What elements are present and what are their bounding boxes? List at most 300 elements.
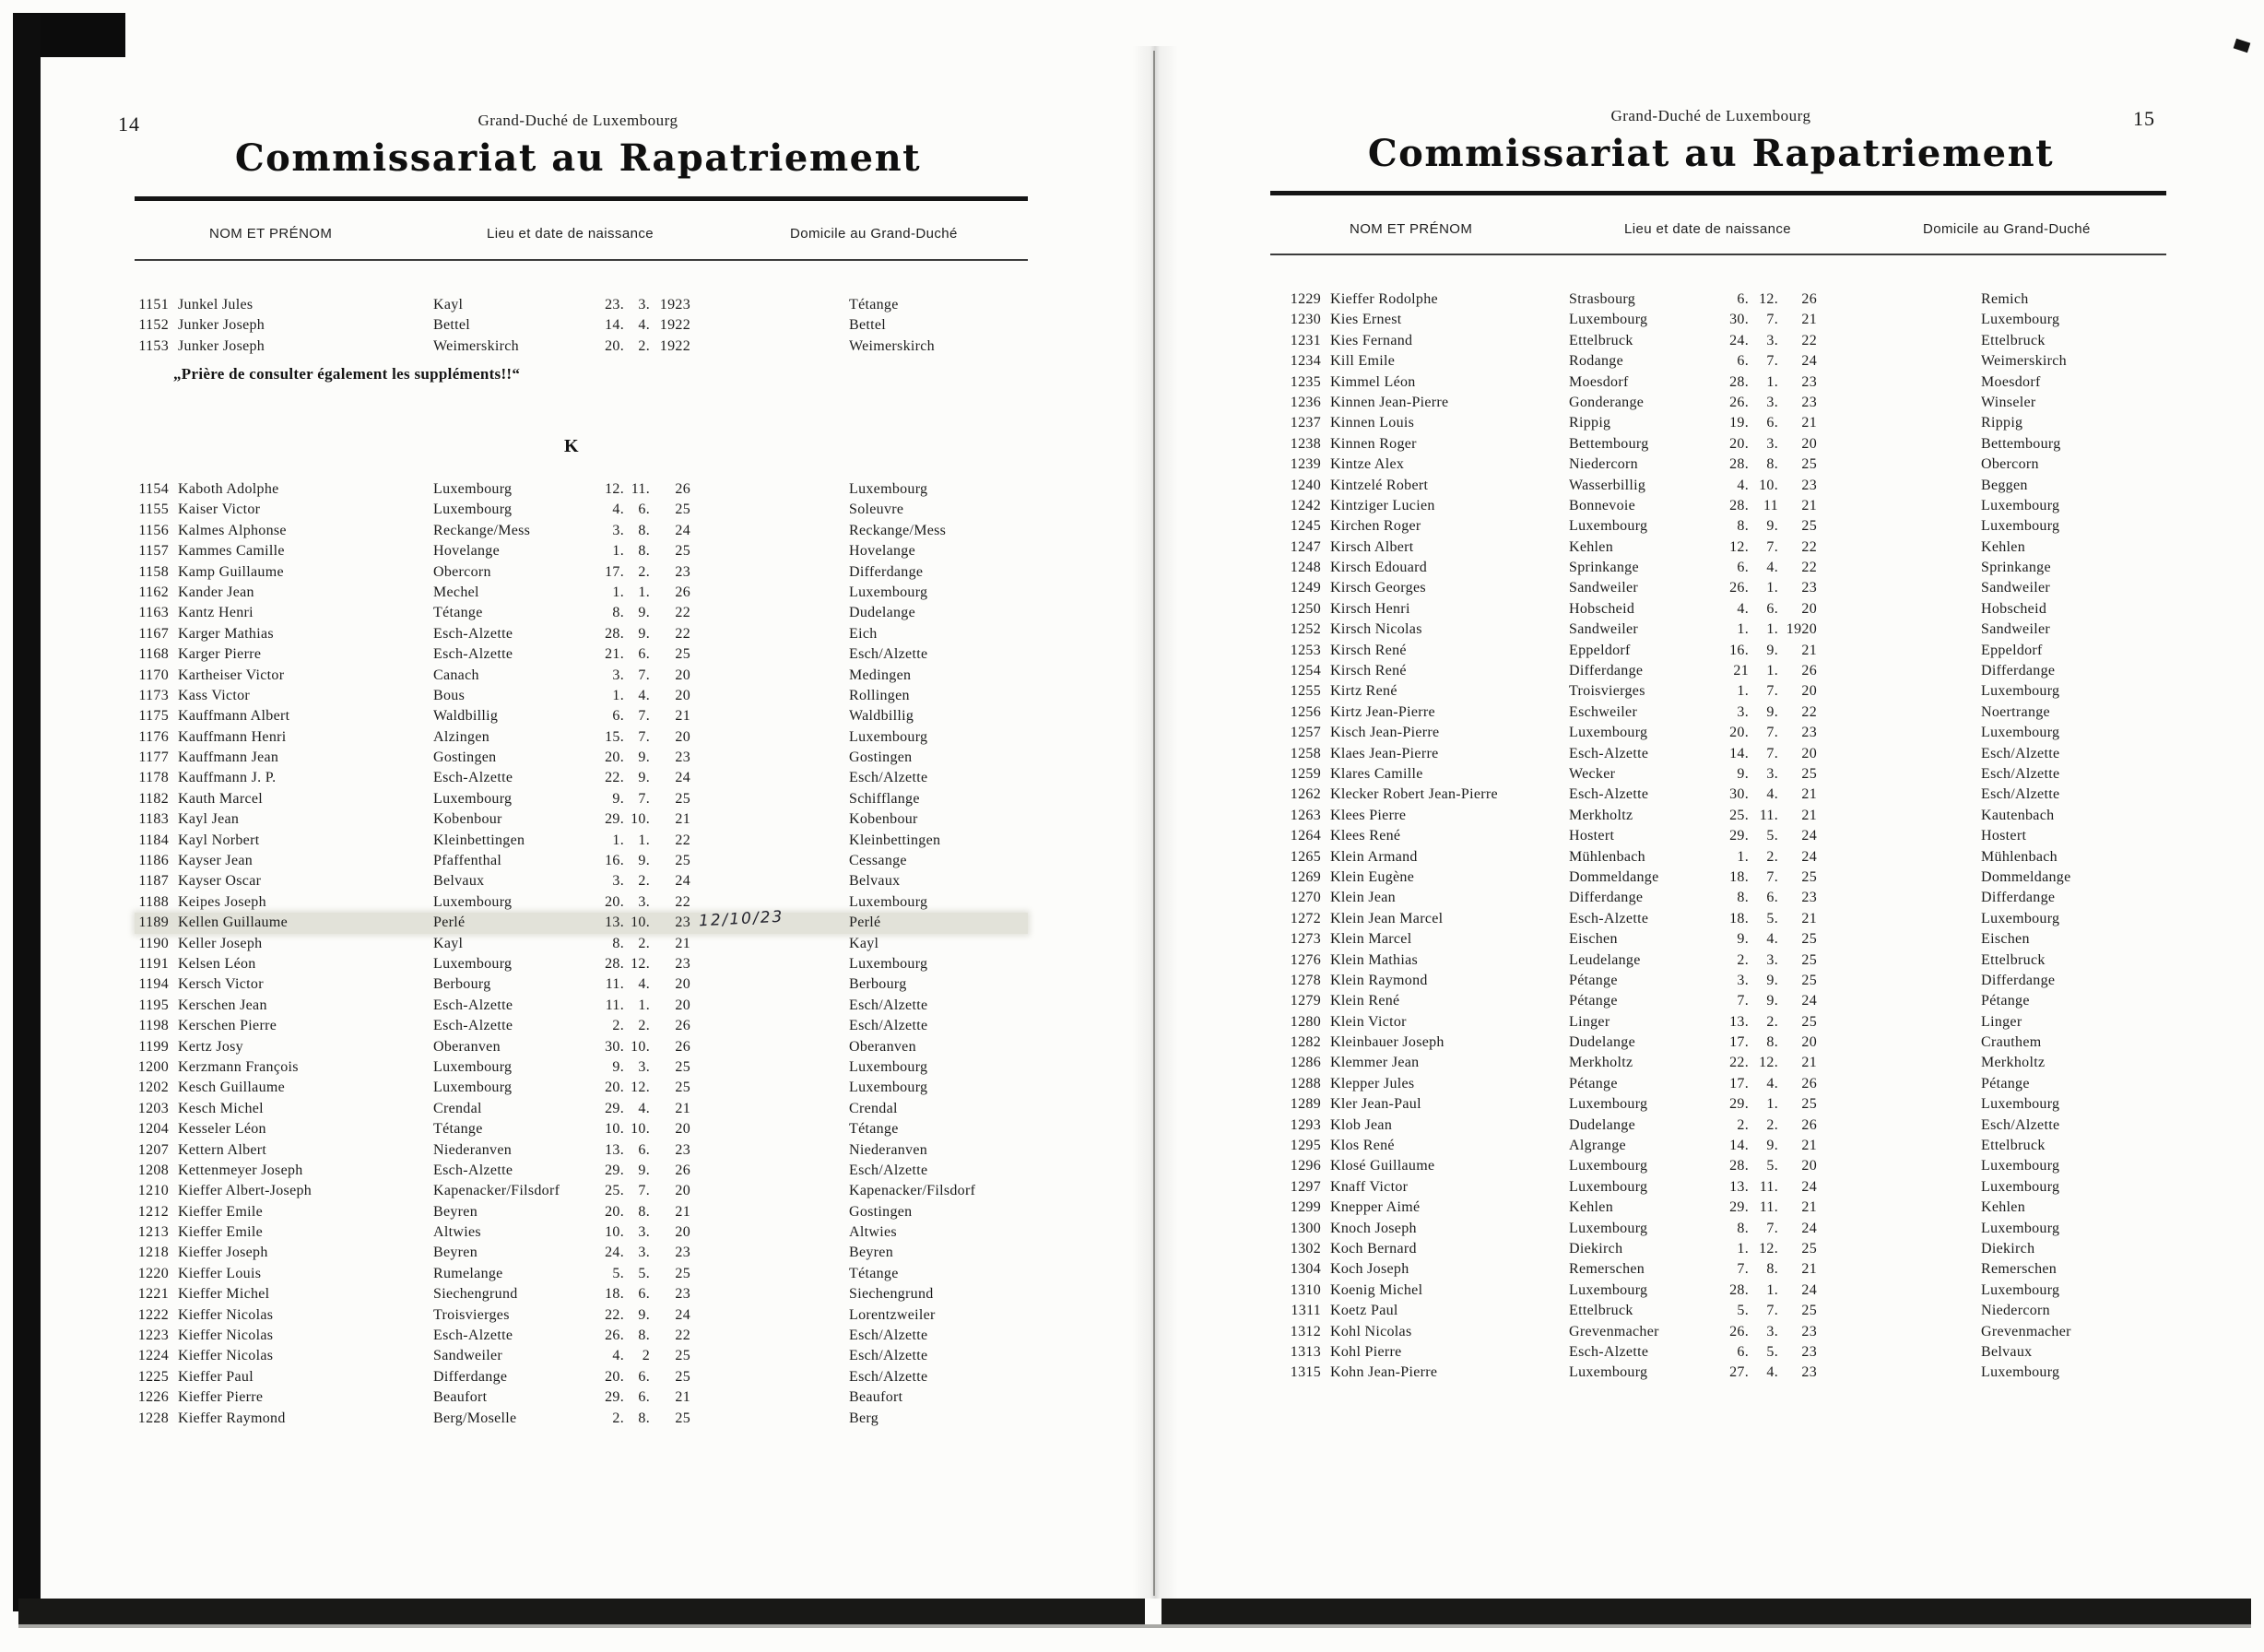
row-birthdate-year: 20: [1801, 1034, 1817, 1051]
register-row: [1270, 1363, 2166, 1383]
row-birthdate-day: 20.: [605, 1368, 624, 1385]
row-birthdate-month: 6.: [638, 1389, 650, 1406]
row-birthdate-year: 23: [675, 955, 690, 972]
row-birthdate-month: 2.: [638, 873, 650, 890]
row-number: 1186: [138, 853, 169, 869]
column-header-name-left: NOM ET PRÉNOM: [209, 226, 333, 242]
row-birthdate-year: 21: [1801, 1199, 1817, 1216]
row-domicile: Medingen: [849, 667, 912, 683]
row-spacer: [1817, 476, 1981, 496]
row-domicile: Obercorn: [1981, 456, 2039, 473]
row-domicile: Luxembourg: [1981, 497, 2060, 513]
row-domicile: Luxembourg: [1981, 1096, 2060, 1113]
row-domicile: Ettelbruck: [1981, 951, 2046, 968]
row-birthdate-year: 21: [675, 935, 690, 951]
row-birthdate-year: 24: [675, 1306, 690, 1323]
row-name: Kamp Guillaume: [178, 563, 284, 580]
column-header-birth-left: Lieu et date de naissance: [487, 226, 654, 242]
row-spacer: [1817, 1032, 1981, 1053]
row-spacer: [690, 727, 849, 748]
register-row: [1270, 1136, 2166, 1156]
row-number: 1218: [137, 1245, 169, 1261]
register-row: [135, 727, 1028, 748]
row-birthplace: Luxembourg: [1569, 725, 1648, 741]
row-birthplace: Luxembourg: [1569, 1158, 1648, 1174]
register-row: [1270, 1156, 2166, 1176]
row-birthdate-year: 23: [1801, 373, 1817, 390]
row-domicile: Differdange: [1981, 663, 2056, 679]
row-birthdate-month: 9.: [638, 1162, 650, 1178]
row-domicile: Luxembourg: [1981, 1178, 2060, 1195]
row-number: 1178: [138, 770, 169, 786]
row-birthdate-month: 10.: [1759, 477, 1778, 493]
row-birthplace: Luxembourg: [1569, 1096, 1648, 1113]
row-birthdate-day: 30.: [605, 1038, 624, 1055]
row-domicile: Kehlen: [1981, 1199, 2026, 1216]
row-spacer: [1817, 1012, 1981, 1032]
row-birthdate-day: 8.: [1737, 518, 1749, 535]
row-birthdate-year: 25: [1801, 765, 1817, 782]
row-birthdate-year: 22: [1801, 332, 1817, 348]
row-name: Kieffer Nicolas: [178, 1328, 274, 1344]
row-domicile: Altwies: [849, 1224, 897, 1241]
row-domicile: Esch/Alzette: [849, 1018, 928, 1034]
row-birthdate-month: 10.: [631, 811, 650, 828]
row-birthdate-month: 8.: [638, 1328, 650, 1344]
row-birthdate-year: 24: [675, 873, 690, 890]
row-spacer: [1817, 971, 1981, 991]
row-number: 1242: [1290, 497, 1321, 513]
row-number: 1221: [137, 1286, 169, 1303]
row-spacer: [1817, 1177, 1981, 1198]
row-spacer: [1817, 1219, 1981, 1239]
row-birthdate-day: 12.: [1729, 538, 1749, 555]
row-number: 1247: [1290, 538, 1321, 555]
row-birthplace: Pétange: [1569, 993, 1618, 1009]
row-birthplace: Esch-Alzette: [1569, 910, 1649, 926]
row-name: Kies Fernand: [1330, 332, 1413, 348]
row-number: 1225: [137, 1368, 169, 1385]
row-domicile: Pétange: [1981, 993, 2030, 1009]
row-number: 1304: [1290, 1261, 1321, 1278]
row-domicile: Luxembourg: [849, 1058, 928, 1075]
row-number: 1234: [1290, 353, 1321, 370]
row-number: 1204: [137, 1121, 169, 1138]
row-birthplace: Gostingen: [433, 749, 497, 766]
row-spacer: [690, 336, 849, 357]
row-name: Knaff Victor: [1330, 1178, 1409, 1195]
row-birthdate-month: 7.: [638, 708, 650, 725]
row-birthdate-year: 21: [675, 1389, 690, 1406]
row-birthdate-year: 25: [675, 543, 690, 560]
row-name: Keller Joseph: [178, 935, 263, 951]
row-birthplace: Beyren: [433, 1203, 478, 1220]
register-row: [135, 1099, 1028, 1119]
row-birthdate-day: 22.: [605, 770, 624, 786]
row-spacer: [690, 954, 849, 974]
row-birthdate-day: 29.: [605, 1389, 624, 1406]
row-spacer: [1817, 1363, 1981, 1383]
row-birthplace: Kehlen: [1569, 538, 1614, 555]
row-birthdate-month: 2.: [1766, 1116, 1778, 1133]
register-row: [135, 789, 1028, 809]
row-birthdate-year: 26: [1801, 663, 1817, 679]
row-number: 1170: [138, 667, 169, 683]
row-domicile: Kapenacker/Filsdorf: [849, 1183, 976, 1199]
row-spacer: [690, 624, 849, 644]
row-birthdate-year: 23: [1801, 394, 1817, 410]
row-birthdate-day: 20.: [1729, 435, 1749, 452]
register-row: [135, 541, 1028, 561]
row-number: 1311: [1291, 1303, 1321, 1319]
row-domicile: Crauthem: [1981, 1034, 2042, 1051]
row-birthplace: Kayl: [433, 297, 464, 313]
row-birthdate-year: 23: [1801, 725, 1817, 741]
row-birthdate-day: 11.: [605, 976, 624, 993]
row-name: Klein René: [1330, 993, 1400, 1009]
row-spacer: [1817, 1239, 1981, 1259]
row-birthdate-year: 26: [675, 1162, 690, 1178]
row-birthplace: Merkholtz: [1569, 1055, 1633, 1071]
row-birthplace: Canach: [433, 667, 479, 683]
row-birthdate-year: 21: [675, 708, 690, 725]
row-birthdate-year: 22: [675, 605, 690, 621]
row-birthdate-day: 20.: [605, 893, 624, 910]
row-domicile: Esch/Alzette: [849, 770, 928, 786]
row-number: 1280: [1290, 1013, 1321, 1030]
row-name: Kerschen Pierre: [178, 1018, 277, 1034]
row-birthdate-day: 7.: [1737, 1261, 1749, 1278]
register-row: [1270, 599, 2166, 620]
row-domicile: Esch/Alzette: [849, 1162, 928, 1178]
row-birthdate-month: 3.: [638, 297, 650, 313]
row-birthdate-month: 7.: [1766, 683, 1778, 700]
register-row: [1270, 806, 2166, 826]
row-birthdate-day: 8.: [1737, 890, 1749, 906]
row-birthdate-month: 6.: [638, 1286, 650, 1303]
column-header-name-right: NOM ET PRÉNOM: [1350, 221, 1473, 237]
row-domicile: Differdange: [1981, 972, 2056, 988]
register-row: [1270, 681, 2166, 702]
row-spacer: [1817, 909, 1981, 929]
row-name: Kayl Norbert: [178, 832, 260, 848]
row-birthdate-year: 23: [1801, 477, 1817, 493]
register-row: [135, 831, 1028, 851]
row-number: 1289: [1290, 1096, 1321, 1113]
row-birthplace: Bous: [433, 687, 466, 703]
row-number: 1248: [1290, 560, 1321, 576]
row-domicile: Merkholtz: [1981, 1055, 2046, 1071]
register-row: [135, 934, 1028, 954]
row-birthdate-month: 4.: [1766, 560, 1778, 576]
register-row: [1270, 372, 2166, 393]
row-birthdate-year: 23: [1801, 1323, 1817, 1339]
row-number: 1262: [1290, 786, 1321, 803]
row-name: Kauffmann Jean: [178, 749, 279, 766]
row-name: Kesseler Léon: [178, 1121, 266, 1138]
row-birthplace: Perlé: [433, 914, 466, 931]
row-birthplace: Ettelbruck: [1569, 1303, 1633, 1319]
row-spacer: [1817, 331, 1981, 351]
row-spacer: [690, 809, 849, 830]
row-birthdate-day: 3.: [1737, 703, 1749, 720]
row-domicile: Esch/Alzette: [849, 646, 928, 663]
row-domicile: Rollingen: [849, 687, 910, 703]
row-birthdate-day: 29.: [605, 1100, 624, 1116]
row-number: 1238: [1290, 435, 1321, 452]
row-birthdate-month: 9.: [638, 605, 650, 621]
row-birthplace: Altwies: [433, 1224, 481, 1241]
row-name: Kintzelé Robert: [1330, 477, 1429, 493]
row-domicile: Esch/Alzette: [1981, 745, 2060, 761]
row-spacer: [1817, 764, 1981, 785]
row-birthplace: Luxembourg: [1569, 518, 1648, 535]
register-row: [135, 1057, 1028, 1078]
row-spacer: [1817, 702, 1981, 723]
row-birthdate-month: 1.: [1766, 373, 1778, 390]
row-number: 1313: [1290, 1343, 1321, 1360]
row-birthplace: Gonderange: [1569, 394, 1645, 410]
row-number: 1226: [137, 1389, 169, 1406]
row-birthdate-day: 9.: [612, 1058, 624, 1075]
row-birthdate-day: 13.: [605, 1141, 624, 1158]
row-birthdate-day: 7.: [1737, 993, 1749, 1009]
row-birthdate-year: 21: [1801, 910, 1817, 926]
row-spacer: [1817, 847, 1981, 867]
row-birthdate-day: 3.: [612, 667, 624, 683]
row-spacer: [690, 1326, 849, 1346]
register-row: [1270, 331, 2166, 351]
row-birthdate-day: 24.: [1729, 332, 1749, 348]
row-domicile: Luxembourg: [1981, 1364, 2060, 1381]
row-birthdate-month: 7.: [1766, 1220, 1778, 1236]
row-number: 1155: [138, 502, 169, 518]
register-row: [135, 1202, 1028, 1222]
row-domicile: Dommeldange: [1981, 868, 2071, 885]
row-birthdate-month: 4.: [1766, 931, 1778, 948]
row-spacer: [690, 1161, 849, 1181]
register-row: [1270, 867, 2166, 888]
row-birthdate-day: 11.: [605, 997, 624, 1013]
row-domicile: Kayl: [849, 935, 879, 951]
row-birthdate-month: 7.: [1766, 868, 1778, 885]
row-name: Klein Eugène: [1330, 868, 1415, 885]
row-spacer: [1817, 1322, 1981, 1342]
row-birthdate-month: 6.: [638, 502, 650, 518]
row-birthdate-month: 9.: [638, 853, 650, 869]
row-domicile: Belvaux: [1981, 1343, 2033, 1360]
row-number: 1293: [1290, 1116, 1321, 1133]
row-birthdate-month: 9.: [1766, 993, 1778, 1009]
row-birthplace: Rodange: [1569, 353, 1623, 370]
column-header-domicile-left: Domicile au Grand-Duché: [790, 226, 958, 242]
row-name: Kill Emile: [1330, 353, 1396, 370]
register-row: [135, 562, 1028, 583]
row-birthplace: Esch-Alzette: [1569, 745, 1649, 761]
register-row: [1270, 971, 2166, 991]
row-birthdate-month: 11.: [1759, 807, 1778, 823]
row-birthdate-year: 23: [675, 914, 690, 931]
row-name: Kintziger Lucien: [1330, 497, 1435, 513]
row-domicile: Luxembourg: [1981, 1220, 2060, 1236]
row-birthdate-year: 24: [1801, 1220, 1817, 1236]
row-birthdate-year: 21: [1801, 1138, 1817, 1154]
row-number: 1162: [138, 584, 169, 600]
page-header-right: Grand-Duché de Luxembourg: [1610, 107, 1811, 124]
row-birthdate-day: 17.: [605, 563, 624, 580]
row-name: Kohl Nicolas: [1330, 1323, 1412, 1339]
row-birthplace: Luxembourg: [433, 893, 513, 910]
row-name: Kohn Jean-Pierre: [1330, 1364, 1438, 1381]
title-rule-left: [135, 196, 1028, 201]
row-spacer: [690, 1305, 849, 1326]
row-birthdate-month: 2.: [638, 337, 650, 354]
row-number: 1175: [138, 708, 169, 725]
row-birthdate-month: 4.: [638, 687, 650, 703]
row-birthplace: Beaufort: [433, 1389, 488, 1406]
row-birthplace: Mechel: [433, 584, 479, 600]
row-number: 1230: [1290, 312, 1321, 328]
row-name: Kintze Alex: [1330, 456, 1405, 473]
row-spacer: [690, 1119, 849, 1139]
row-name: Klaes Jean-Pierre: [1330, 745, 1439, 761]
row-birthdate-day: 18.: [1729, 868, 1749, 885]
row-birthdate-year: 1922: [659, 337, 690, 354]
row-birthplace: Oberanven: [433, 1038, 501, 1055]
row-birthplace: Tétange: [433, 605, 483, 621]
row-birthdate-day: 6.: [1737, 560, 1749, 576]
row-name: Kalmes Alphonse: [178, 522, 287, 538]
row-name: Kirsch Edouard: [1330, 560, 1428, 576]
row-number: 1229: [1290, 291, 1321, 307]
row-birthdate-month: 1.: [1766, 580, 1778, 596]
row-birthplace: Sprinkange: [1569, 560, 1639, 576]
scan-edge-bottom-shadow: [18, 1624, 2251, 1628]
register-row: [1270, 929, 2166, 950]
row-birthdate-day: 26.: [1729, 394, 1749, 410]
register-row: [1270, 558, 2166, 578]
row-domicile: Luxembourg: [1981, 683, 2060, 700]
row-spacer: [1817, 826, 1981, 846]
row-domicile: Luxembourg: [1981, 518, 2060, 535]
register-row: [135, 603, 1028, 623]
register-row: [135, 1078, 1028, 1098]
row-birthplace: Hovelange: [433, 543, 501, 560]
row-spacer: [690, 479, 849, 500]
row-spacer: [1817, 558, 1981, 578]
row-spacer: [690, 500, 849, 520]
row-domicile: Reckange/Mess: [849, 522, 947, 538]
row-name: Kirsch René: [1330, 663, 1407, 679]
row-spacer: [1817, 578, 1981, 598]
row-number: 1200: [137, 1058, 169, 1075]
row-domicile: Belvaux: [849, 873, 901, 890]
row-number: 1278: [1290, 972, 1321, 988]
row-name: Klees René: [1330, 828, 1401, 844]
row-birthdate-year: 21: [1801, 1261, 1817, 1278]
row-number: 1182: [138, 790, 169, 807]
row-birthdate-year: 21: [675, 1203, 690, 1220]
row-number: 1276: [1290, 951, 1321, 968]
row-birthplace: Alzingen: [433, 728, 490, 745]
register-row: [135, 1346, 1028, 1366]
row-birthdate-month: 1.: [1766, 1096, 1778, 1113]
row-birthdate-day: 17.: [1729, 1075, 1749, 1092]
row-birthdate-year: 24: [1801, 828, 1817, 844]
register-row: [135, 479, 1028, 500]
row-birthdate-day: 26.: [1729, 1323, 1749, 1339]
row-name: Kieffer Michel: [178, 1286, 270, 1303]
row-domicile: Tétange: [849, 297, 899, 313]
row-birthdate-day: 1.: [1737, 848, 1749, 865]
row-birthplace: Dudelange: [1569, 1034, 1636, 1051]
row-birthdate-day: 28.: [1729, 1281, 1749, 1298]
row-birthplace: Dudelange: [1569, 1116, 1636, 1133]
row-birthdate-day: 18.: [1729, 910, 1749, 926]
row-spacer: [690, 1409, 849, 1429]
row-birthplace: Grevenmacher: [1569, 1323, 1659, 1339]
row-birthdate-month: 5.: [1766, 910, 1778, 926]
row-spacer: [1817, 723, 1981, 743]
row-birthdate-day: 1.: [612, 584, 624, 600]
row-birthdate-day: 29.: [1729, 1199, 1749, 1216]
row-birthplace: Rumelange: [433, 1265, 503, 1281]
row-birthplace: Bettel: [433, 317, 471, 334]
row-birthplace: Wecker: [1569, 765, 1616, 782]
row-birthdate-day: 28.: [1729, 1158, 1749, 1174]
row-birthdate-month: 3.: [638, 1245, 650, 1261]
register-row: [135, 295, 1028, 315]
row-birthdate-day: 1.: [1737, 1240, 1749, 1257]
row-domicile: Hovelange: [849, 543, 916, 560]
row-birthdate-month: 1.: [638, 584, 650, 600]
row-number: 1236: [1290, 394, 1321, 410]
page-title-right: Commissariat au Rapatriement: [1367, 132, 2055, 175]
row-number: 1257: [1290, 725, 1321, 741]
row-spacer: [690, 1016, 849, 1036]
row-name: Klein Mathias: [1330, 951, 1418, 968]
row-birthdate-month: 3.: [1766, 332, 1778, 348]
register-row: [1270, 1198, 2166, 1218]
register-row: [1270, 764, 2166, 785]
row-birthplace: Luxembourg: [1569, 312, 1648, 328]
row-birthdate-year: 21: [1801, 642, 1817, 658]
register-row: [135, 500, 1028, 520]
row-birthdate-day: 30.: [1729, 312, 1749, 328]
row-number: 1310: [1290, 1281, 1321, 1298]
row-birthplace: Luxembourg: [433, 1058, 513, 1075]
register-row: [135, 1037, 1028, 1057]
header-rule-right: [1270, 254, 2166, 255]
row-spacer: [690, 1140, 849, 1161]
row-spacer: [1817, 929, 1981, 950]
row-domicile: Hobscheid: [1981, 600, 2047, 617]
row-birthplace: Luxembourg: [1569, 1281, 1648, 1298]
row-name: Kauffmann Albert: [178, 708, 290, 725]
row-birthdate-year: 22: [1801, 538, 1817, 555]
row-domicile: Esch/Alzette: [849, 1368, 928, 1385]
register-row: [1270, 620, 2166, 640]
row-birthdate-day: 8.: [612, 605, 624, 621]
row-number: 1286: [1290, 1055, 1321, 1071]
row-birthdate-year: 20: [675, 1121, 690, 1138]
row-spacer: [1817, 867, 1981, 888]
row-domicile: Luxembourg: [849, 481, 928, 497]
row-name: Kelsen Léon: [178, 955, 256, 972]
row-birthdate-year: 20: [675, 976, 690, 993]
row-birthdate-year: 22: [1801, 703, 1817, 720]
register-row: [1270, 702, 2166, 723]
